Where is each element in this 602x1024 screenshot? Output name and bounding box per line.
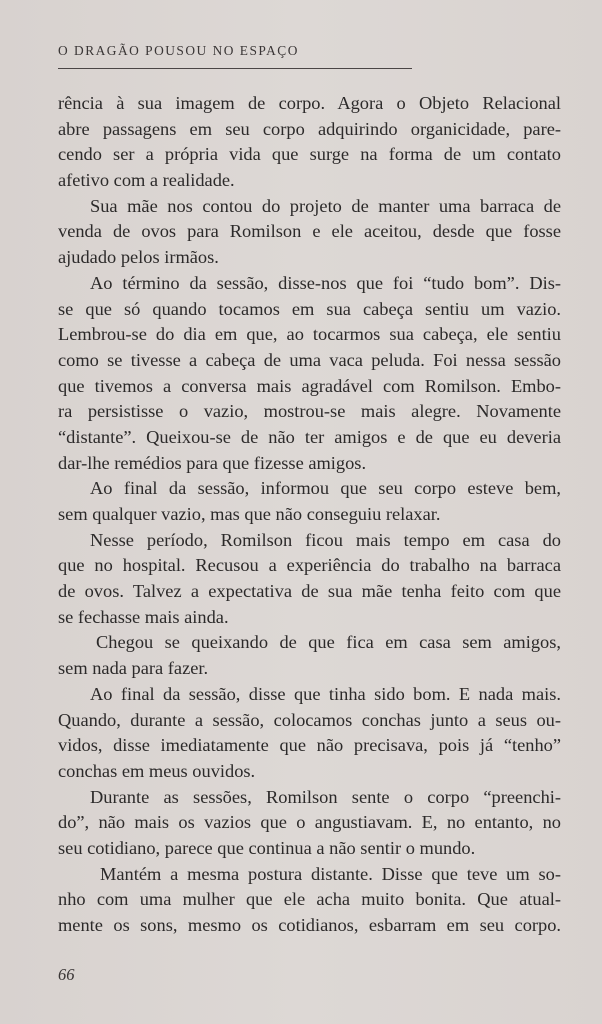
text-line: do”, não mais os vazios que o angustiavam. E, no entanto, no xyxy=(58,812,561,833)
body-text xyxy=(58,91,561,939)
text-line: “distante”. Queixou-se de não ter amigos e de que eu deveria xyxy=(58,426,561,447)
text-line: Chegou se queixando de que fica em casa sem amigos, xyxy=(96,632,561,653)
text-line: rência à sua imagem de corpo. Agora o Objeto Relacional xyxy=(58,93,561,113)
text-line: Quando, durante a sessão, colocamos conchas junto a seus ou- xyxy=(58,709,561,730)
text-line: Ao término da sessão, disse-nos que foi “tudo bom”. Dis- xyxy=(90,272,561,293)
running-title: O DRAGÃO POUSOU NO ESPAÇO xyxy=(58,43,299,58)
text-line: Sua mãe nos contou do projeto de manter uma barraca de xyxy=(90,195,561,216)
text-line: se que só quando tocamos em sua cabeça sentiu um vazio. xyxy=(58,298,561,319)
text-line: vidos, disse imediatamente que não precisava, pois já “tenho” xyxy=(58,735,561,756)
page-number: 66 xyxy=(58,965,75,984)
text-line: abre passagens em seu corpo adquirindo organicidade, pare- xyxy=(58,118,561,139)
header-rule xyxy=(58,68,412,69)
text-line: Nesse período, Romilson ficou mais tempo em casa do xyxy=(90,529,561,550)
text-line: dar-lhe remédios para que fizesse amigos. xyxy=(58,452,367,473)
text-line: se fechasse mais ainda. xyxy=(58,606,229,627)
text-line: seu cotidiano, parece que continua a não sentir o mundo. xyxy=(58,837,476,858)
text-line: ra persistisse o vazio, mostrou-se mais alegre. Novamente xyxy=(58,401,561,422)
text-line: Ao final da sessão, informou que seu corpo esteve bem, xyxy=(90,478,561,499)
text-line: de ovos. Talvez a expectativa de sua mãe tenha feito com que xyxy=(58,581,561,602)
text-line: conchas em meus ouvidos. xyxy=(58,760,256,781)
text-line: como se tivesse a cabeça de uma vaca peluda. Foi nessa sessão xyxy=(58,349,561,370)
text-line: venda de ovos para Romilson e ele aceitou, desde que fosse xyxy=(58,221,561,242)
text-line: cendo ser a própria vida que surge na forma de um contato xyxy=(58,144,561,165)
text-line: nho com uma mulher que ele acha muito bonita. Que atual- xyxy=(58,889,561,910)
text-line: Ao final da sessão, disse que tinha sido bom. E nada mais. xyxy=(90,683,561,704)
text-line: sem qualquer vazio, mas que não conseguiu relaxar. xyxy=(58,504,441,524)
text-line: Mantém a mesma postura distante. Disse que teve um so- xyxy=(100,863,561,884)
text-line: mente os sons, mesmo os cotidianos, esbarram em seu corpo. xyxy=(58,915,561,935)
text-line: Lembrou-se do dia em que, ao tocarmos sua cabeça, ele sentiu xyxy=(58,324,561,345)
text-line: que tivemos a conversa mais agradável com Romilson. Embo- xyxy=(58,375,561,396)
text-line: sem nada para fazer. xyxy=(58,658,209,679)
text-line: Durante as sessões, Romilson sente o corpo “preenchi- xyxy=(90,786,561,807)
text-line: que no hospital. Recusou a experiência do trabalho na barraca xyxy=(58,555,561,576)
text-line: afetivo com a realidade. xyxy=(58,170,235,191)
text-line: ajudado pelos irmãos. xyxy=(58,247,219,268)
